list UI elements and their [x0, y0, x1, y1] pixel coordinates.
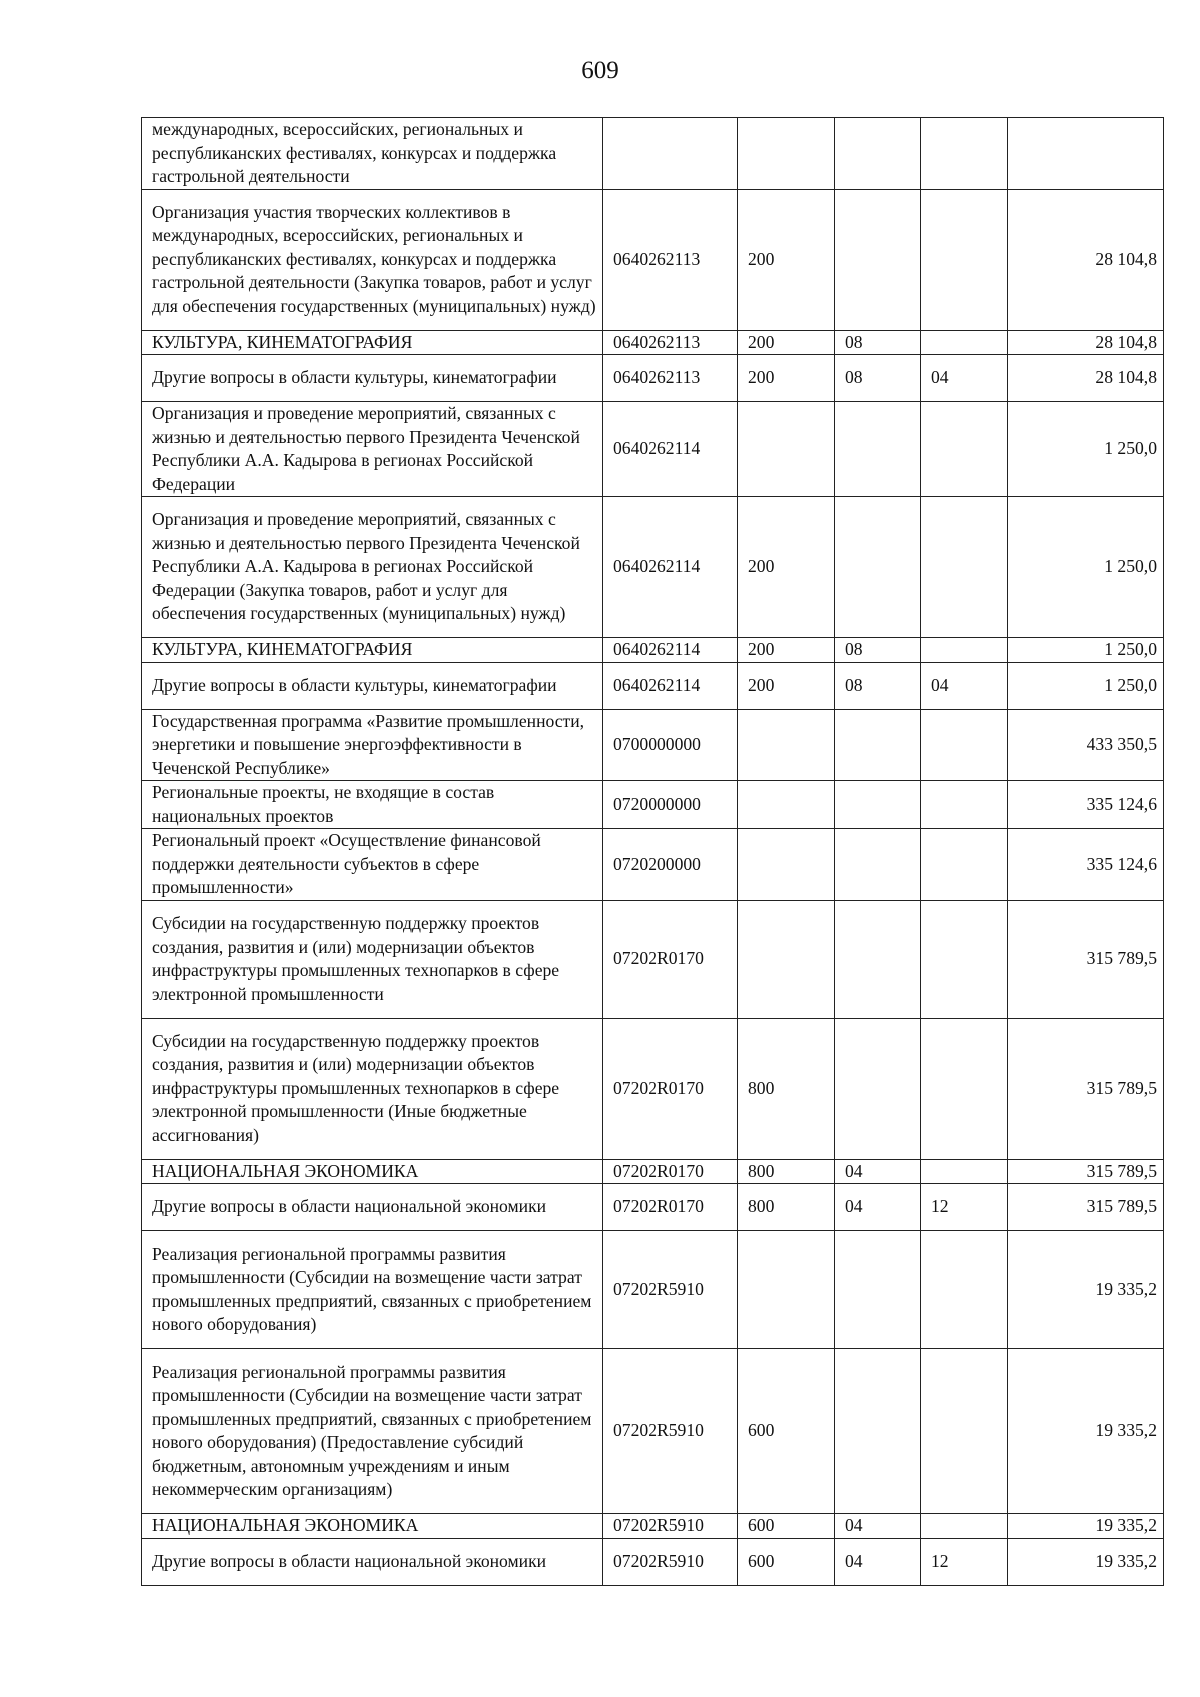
row-subsection-cell: [921, 1231, 1008, 1349]
row-name: Другие вопросы в области национальной экономики: [152, 1196, 547, 1217]
row-code-cell: 07202R0170: [603, 900, 738, 1018]
row-subsection-cell: [921, 330, 1008, 355]
table-row: [142, 662, 1164, 709]
row-section-cell: [835, 1018, 921, 1159]
row-code-cell: 07202R5910: [603, 1538, 738, 1585]
row-name-cell: [142, 1349, 603, 1514]
row-expense-type-cell: 200: [738, 662, 835, 709]
row-section-cell: [835, 118, 921, 190]
row-section-cell: [835, 189, 921, 330]
row-code-cell: 0640262114: [603, 402, 738, 497]
row-name-cell: [142, 1018, 603, 1159]
row-sum-cell: 315 789,5: [1008, 900, 1164, 1018]
row-expense-type-cell: [738, 1231, 835, 1349]
row-code-cell: 07202R0170: [603, 1159, 738, 1184]
row-name: Субсидии на государственную поддержку проектов создания, развития и (или) модернизации объектов инфраструктуры промышленных технопарков в сфере электронной промышленности (Иные бюджетные ассигнования): [152, 1030, 560, 1145]
row-section-cell: [835, 829, 921, 901]
row-name-cell: [142, 709, 603, 781]
table-row: [142, 118, 1164, 190]
row-section-cell: [835, 402, 921, 497]
row-section-cell: 08: [835, 662, 921, 709]
row-subsection-cell: 04: [921, 355, 1008, 402]
row-sum-cell: 315 789,5: [1008, 1159, 1164, 1184]
row-expense-type-cell: 200: [738, 638, 835, 663]
row-sum-cell: 315 789,5: [1008, 1018, 1164, 1159]
row-name-cell: [142, 355, 603, 402]
row-name-cell: [142, 1538, 603, 1585]
row-subsection-cell: [921, 781, 1008, 829]
row-name: Другие вопросы в области национальной экономики: [152, 1550, 547, 1571]
row-sum-cell: [1008, 118, 1164, 190]
table-row: [142, 1231, 1164, 1349]
row-code-cell: 0640262114: [603, 662, 738, 709]
row-sum-cell: 28 104,8: [1008, 189, 1164, 330]
row-code-cell: 0640262113: [603, 330, 738, 355]
table-row: [142, 900, 1164, 1018]
row-subsection-cell: [921, 1349, 1008, 1514]
row-subsection-cell: [921, 1159, 1008, 1184]
row-name: КУЛЬТУРА, КИНЕМАТОГРАФИЯ: [152, 639, 413, 659]
row-code-cell: 0640262114: [603, 638, 738, 663]
row-subsection-cell: [921, 1018, 1008, 1159]
row-name-cell: [142, 900, 603, 1018]
row-section-cell: [835, 1349, 921, 1514]
row-name: КУЛЬТУРА, КИНЕМАТОГРАФИЯ: [152, 331, 413, 352]
row-code-cell: [603, 118, 738, 190]
table-row: [142, 402, 1164, 497]
row-name-cell: [142, 638, 603, 663]
row-section-cell: [835, 1231, 921, 1349]
table-row: [142, 1184, 1164, 1231]
row-expense-type-cell: 800: [738, 1159, 835, 1184]
row-expense-type-cell: 200: [738, 189, 835, 330]
row-code-cell: 07202R5910: [603, 1514, 738, 1539]
row-subsection-cell: 12: [921, 1184, 1008, 1231]
row-name-cell: [142, 330, 603, 355]
row-section-cell: 04: [835, 1159, 921, 1184]
row-name-cell: [142, 781, 603, 829]
budget-table: [141, 117, 1164, 1586]
row-name: НАЦИОНАЛЬНАЯ ЭКОНОМИКА: [152, 1515, 419, 1535]
row-name: Реализация региональной программы развития промышленности (Субсидии на возмещение части затрат промышленных предприятий, связанных с приобретением нового оборудования) (Предоставление субсидий бюджетным, автономным учреждениям и иным некоммерческим организациям): [152, 1361, 592, 1499]
row-section-cell: 04: [835, 1184, 921, 1231]
row-subsection-cell: [921, 709, 1008, 781]
row-sum-cell: 1 250,0: [1008, 662, 1164, 709]
row-expense-type-cell: 800: [738, 1018, 835, 1159]
row-name-cell: [142, 497, 603, 638]
row-sum-cell: 19 335,2: [1008, 1231, 1164, 1349]
row-sum-cell: 28 104,8: [1008, 330, 1164, 355]
table-row: [142, 781, 1164, 829]
table-row: [142, 709, 1164, 781]
row-name: Реализация региональной программы развития промышленности (Субсидии на возмещение части затрат промышленных предприятий, связанных с приобретением нового оборудования): [152, 1243, 592, 1334]
row-name-cell: [142, 1231, 603, 1349]
row-subsection-cell: 12: [921, 1538, 1008, 1585]
row-name: Другие вопросы в области культуры, кинематографии: [152, 674, 557, 695]
row-code-cell: 07202R5910: [603, 1349, 738, 1514]
row-section-cell: [835, 781, 921, 829]
row-name-cell: [142, 829, 603, 901]
row-sum-cell: 19 335,2: [1008, 1349, 1164, 1514]
row-section-cell: [835, 709, 921, 781]
row-expense-type-cell: 200: [738, 330, 835, 355]
row-expense-type-cell: 600: [738, 1538, 835, 1585]
row-sum-cell: 1 250,0: [1008, 638, 1164, 663]
row-name-cell: [142, 662, 603, 709]
budget-table-body: [142, 118, 1164, 1586]
row-name: Организация участия творческих коллективов в международных, всероссийских, региональных и республиканских фестивалях, конкурсах и поддержка гастрольной деятельности (Закупка товаров, работ и услуг для обеспечения государственных (муниципальных) нужд): [152, 201, 596, 316]
row-section-cell: 08: [835, 638, 921, 663]
row-name: Региональные проекты, не входящие в состав национальных проектов: [152, 782, 495, 826]
row-code-cell: 0640262113: [603, 189, 738, 330]
row-name: Другие вопросы в области культуры, кинематографии: [152, 367, 557, 388]
row-subsection-cell: [921, 829, 1008, 901]
row-name: Организация и проведение мероприятий, связанных с жизнью и деятельностью первого Президента Чеченской Республики А.А. Кадырова в регионах Российской Федерации: [152, 403, 580, 494]
row-subsection-cell: [921, 189, 1008, 330]
row-expense-type-cell: [738, 402, 835, 497]
row-section-cell: 08: [835, 330, 921, 355]
table-row: [142, 829, 1164, 901]
row-sum-cell: 335 124,6: [1008, 829, 1164, 901]
row-sum-cell: 1 250,0: [1008, 402, 1164, 497]
row-expense-type-cell: [738, 829, 835, 901]
row-sum-cell: 335 124,6: [1008, 781, 1164, 829]
row-code-cell: 0720200000: [603, 829, 738, 901]
row-section-cell: [835, 497, 921, 638]
table-row: [142, 497, 1164, 638]
row-sum-cell: 19 335,2: [1008, 1514, 1164, 1539]
row-subsection-cell: [921, 118, 1008, 190]
row-name: Региональный проект «Осуществление финансовой поддержки деятельности субъектов в сфере промышленности»: [152, 830, 541, 897]
row-code-cell: 07202R0170: [603, 1018, 738, 1159]
row-section-cell: [835, 900, 921, 1018]
row-code-cell: 0700000000: [603, 709, 738, 781]
table-row: [142, 330, 1164, 355]
row-name: Субсидии на государственную поддержку проектов создания, развития и (или) модернизации объектов инфраструктуры промышленных технопарков в сфере электронной промышленности: [152, 913, 560, 1004]
row-code-cell: 0720000000: [603, 781, 738, 829]
row-sum-cell: 1 250,0: [1008, 497, 1164, 638]
row-section-cell: 08: [835, 355, 921, 402]
table-row: [142, 355, 1164, 402]
row-expense-type-cell: 200: [738, 355, 835, 402]
row-expense-type-cell: [738, 118, 835, 190]
row-name-cell: [142, 118, 603, 190]
row-code-cell: 07202R5910: [603, 1231, 738, 1349]
row-expense-type-cell: 600: [738, 1349, 835, 1514]
row-subsection-cell: [921, 638, 1008, 663]
table-row: [142, 1159, 1164, 1184]
row-sum-cell: 315 789,5: [1008, 1184, 1164, 1231]
row-name: Государственная программа «Развитие промышленности, энергетики и повышение энергоэффективности в Чеченской Республике»: [152, 710, 585, 778]
row-name-cell: [142, 1184, 603, 1231]
row-expense-type-cell: 200: [738, 497, 835, 638]
row-sum-cell: 433 350,5: [1008, 709, 1164, 781]
row-code-cell: 0640262114: [603, 497, 738, 638]
row-subsection-cell: 04: [921, 662, 1008, 709]
row-subsection-cell: [921, 497, 1008, 638]
row-code-cell: 07202R0170: [603, 1184, 738, 1231]
row-section-cell: 04: [835, 1514, 921, 1539]
table-row: [142, 1018, 1164, 1159]
row-expense-type-cell: [738, 709, 835, 781]
row-name: НАЦИОНАЛЬНАЯ ЭКОНОМИКА: [152, 1160, 419, 1181]
page-number: 609: [581, 57, 619, 84]
table-row: [142, 638, 1164, 663]
table-row: [142, 1514, 1164, 1539]
row-expense-type-cell: [738, 900, 835, 1018]
row-name: международных, всероссийских, региональных и республиканских фестивалях, конкурсах и поддержка гастрольной деятельности: [152, 119, 557, 186]
table-row: [142, 1538, 1164, 1585]
row-expense-type-cell: 600: [738, 1514, 835, 1539]
row-expense-type-cell: 800: [738, 1184, 835, 1231]
row-subsection-cell: [921, 900, 1008, 1018]
row-sum-cell: 28 104,8: [1008, 355, 1164, 402]
row-subsection-cell: [921, 1514, 1008, 1539]
row-name-cell: [142, 1514, 603, 1539]
row-name-cell: [142, 402, 603, 497]
row-subsection-cell: [921, 402, 1008, 497]
table-row: [142, 189, 1164, 330]
row-code-cell: 0640262113: [603, 355, 738, 402]
row-expense-type-cell: [738, 781, 835, 829]
row-name-cell: [142, 1159, 603, 1184]
row-name: Организация и проведение мероприятий, связанных с жизнью и деятельностью первого Президента Чеченской Республики А.А. Кадырова в регионах Российской Федерации (Закупка товаров, работ и услуг для обеспечения государственных (муниципальных) нужд): [152, 509, 580, 624]
table-row: [142, 1349, 1164, 1514]
row-sum-cell: 19 335,2: [1008, 1538, 1164, 1585]
row-section-cell: 04: [835, 1538, 921, 1585]
row-name-cell: [142, 189, 603, 330]
